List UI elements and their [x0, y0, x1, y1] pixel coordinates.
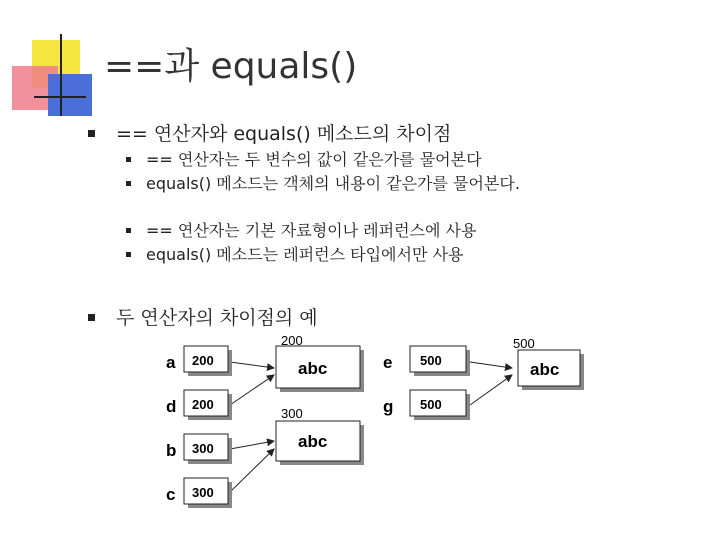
sub-bullet-text: == 연산자는 두 변수의 값이 같은가를 물어본다	[146, 150, 482, 169]
arrow-c-to-300	[230, 449, 274, 492]
var-value-d: 200	[192, 397, 214, 412]
object-content-500: abc	[530, 360, 560, 379]
sub-bullet-text: == 연산자는 기본 자료형이나 레퍼런스에 사용	[146, 221, 477, 240]
var-value-a: 200	[192, 353, 214, 368]
var-box-c	[166, 478, 232, 508]
arrow-b-to-300	[230, 441, 274, 449]
var-box-d	[166, 390, 232, 420]
object-content-200: abc	[298, 359, 328, 378]
var-box-e	[383, 346, 470, 376]
sub-bullet-text: equals() 메소드는 레퍼런스 타입에서만 사용	[146, 245, 464, 264]
var-name-c: c	[166, 485, 176, 504]
var-name-a: a	[166, 353, 176, 372]
var-box-g	[383, 390, 470, 420]
var-name-e: e	[383, 353, 393, 372]
sub-bullet-text: equals() 메소드는 객체의 내용이 같은가를 물어본다.	[146, 174, 520, 193]
object-address-200: 200	[281, 333, 303, 348]
object-box-500	[513, 336, 584, 390]
arrow-g-to-500	[470, 375, 512, 405]
var-name-g: g	[383, 397, 394, 416]
bullet-text-2: 두 연산자의 차이점의 예	[116, 307, 318, 329]
var-value-c: 300	[192, 485, 214, 500]
object-box-200	[276, 333, 364, 392]
arrow-e-to-500	[470, 362, 512, 368]
var-box-a	[166, 346, 232, 376]
object-address-500: 500	[513, 336, 535, 351]
var-value-e: 500	[420, 353, 442, 368]
var-name-d: d	[166, 397, 177, 416]
var-name-b: b	[166, 441, 177, 460]
arrow-d-to-200	[230, 375, 274, 405]
var-box-b	[166, 434, 232, 464]
var-value-b: 300	[192, 441, 214, 456]
object-address-300: 300	[281, 406, 303, 421]
var-value-g: 500	[420, 397, 442, 412]
bullet-text-1: == 연산자와 equals() 메소드의 차이점	[116, 123, 452, 145]
slide-title: ==과 equals()	[104, 46, 358, 87]
object-content-300: abc	[298, 432, 328, 451]
arrow-a-to-200	[230, 362, 274, 368]
object-box-300	[276, 406, 364, 465]
